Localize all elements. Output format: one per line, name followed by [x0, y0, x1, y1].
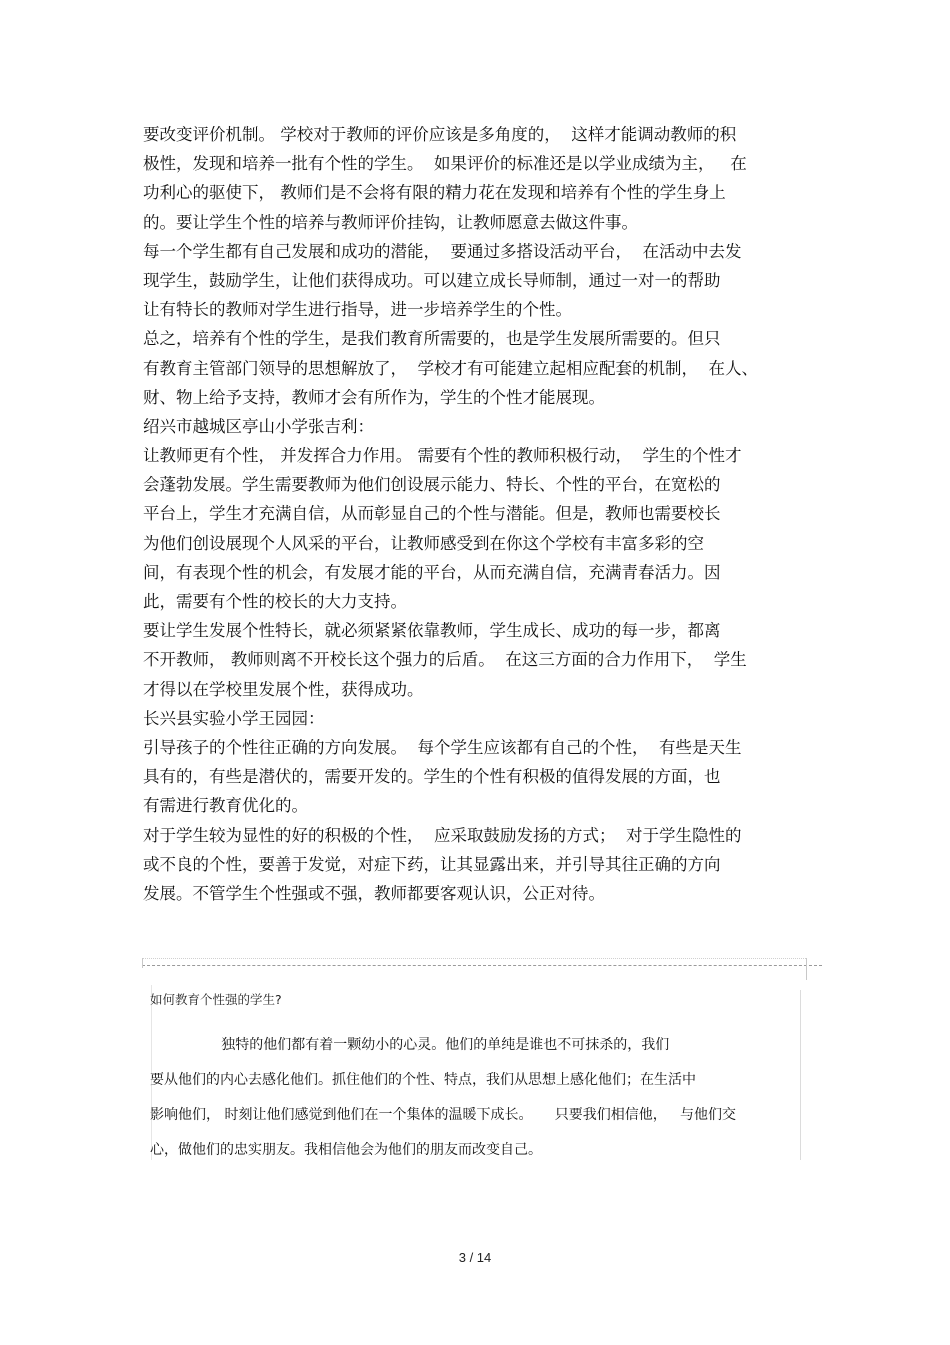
- body-line: 才得以在学校里发展个性，获得成功。: [143, 679, 424, 699]
- body-line: 现学生，鼓励学生，让他们获得成功。可以建立成长导师制，通过一对一的帮助: [143, 270, 721, 290]
- page-number: 3 / 14: [458, 1250, 492, 1265]
- box-edge-right: [800, 990, 801, 1160]
- body-line: 有教育主管部门领导的思想解放了， 学校才有可能建立起相应配套的机制， 在人、: [143, 358, 758, 378]
- body-line: 发展。不管学生个性强或不强，教师都要客观认识，公正对待。: [143, 883, 605, 903]
- body-line: 要让学生发展个性特长，就必须紧紧依靠教师，学生成长、成功的每一步，都离: [143, 621, 721, 641]
- body-line: 极性，发现和培养一批有个性的学生。 如果评价的标准还是以学业成绩为主， 在: [143, 154, 747, 174]
- embedded-box-title: 如何教育个性强的学生?: [150, 992, 282, 1007]
- body-line: 财、物上给予支持，教师才会有所作为，学生的个性才能展现。: [143, 387, 605, 407]
- author-heading-zhang: 绍兴市越城区亭山小学张吉利：: [143, 416, 374, 436]
- body-text: [143, 120, 815, 908]
- body-line: 引导孩子的个性往正确的方向发展。 每个学生应该都有自己的个性， 有些是天生: [143, 737, 742, 757]
- body-line: 会蓬勃发展。学生需要教师为他们创设展示能力、特长、个性的平台，在宽松的: [143, 475, 721, 495]
- body-line: 为他们创设展现个人风采的平台，让教师感受到在你这个学校有丰富多彩的空: [143, 533, 704, 553]
- box-line: 心，做他们的忠实朋友。我相信他会为他们的朋友而改变自己。: [150, 1142, 542, 1158]
- box-divider-top: [142, 958, 806, 959]
- body-line: 对于学生较为显性的好的积极的个性， 应采取鼓励发扬的方式； 对于学生隐性的: [143, 825, 742, 845]
- body-line: 每一个学生都有自己发展和成功的潜能， 要通过多搭设活动平台， 在活动中去发: [143, 241, 742, 261]
- body-line: 不开教师， 教师则离不开校长这个强力的后盾。 在这三方面的合力作用下， 学生: [143, 650, 747, 670]
- box-line: 要从他们的内心去感化他们。抓住他们的个性、特点，我们从思想上感化他们；在生活中: [150, 1072, 696, 1088]
- body-line: 的。要让学生个性的培养与教师评价挂钩，让教师愿意去做这件事。: [143, 212, 638, 232]
- box-divider: [142, 965, 822, 966]
- body-line: 有需进行教育优化的。: [143, 796, 308, 816]
- body-line: 此，需要有个性的校长的大力支持。: [143, 592, 407, 611]
- body-line: 平台上，学生才充满自信，从而彰显自己的个性与潜能。但是，教师也需要校长: [143, 504, 721, 524]
- author-heading-wang: 长兴县实验小学王园园：: [143, 708, 325, 728]
- body-line: 要改变评价机制。 学校对于教师的评价应该是多角度的， 这样才能调动教师的积: [143, 125, 737, 144]
- body-line: 让教师更有个性， 并发挥合力作用。 需要有个性的教师积极行动， 学生的个性才: [143, 446, 742, 466]
- body-line: 间，有表现个性的机会，有发展才能的平台，从而充满自信，充满青春活力。因: [143, 562, 721, 582]
- embedded-box-text: [150, 1033, 800, 1173]
- body-line: 具有的，有些是潜伏的，需要开发的。学生的个性有积极的值得发展的方面，也: [143, 767, 721, 787]
- box-corner-right: [806, 958, 807, 980]
- box-corner-left: [142, 958, 143, 968]
- body-line: 总之，培养有个性的学生，是我们教育所需要的，也是学生发展所需要的。但只: [143, 329, 721, 349]
- box-line: 影响他们， 时刻让他们感觉到他们在一个集体的温暖下成长。 只要我们相信他， 与他们交: [150, 1107, 737, 1123]
- body-line: 让有特长的教师对学生进行指导，进一步培养学生的个性。: [143, 300, 572, 320]
- box-line: 独特的他们都有着一颗幼小的心灵。他们的单纯是谁也不可抹杀的，我们: [150, 1037, 670, 1053]
- body-line: 功利心的驱使下， 教师们是不会将有限的精力花在发现和培养有个性的学生身上: [143, 183, 726, 203]
- body-line: 或不良的个性，要善于发觉，对症下药，让其显露出来，并引导其往正确的方向: [143, 854, 721, 874]
